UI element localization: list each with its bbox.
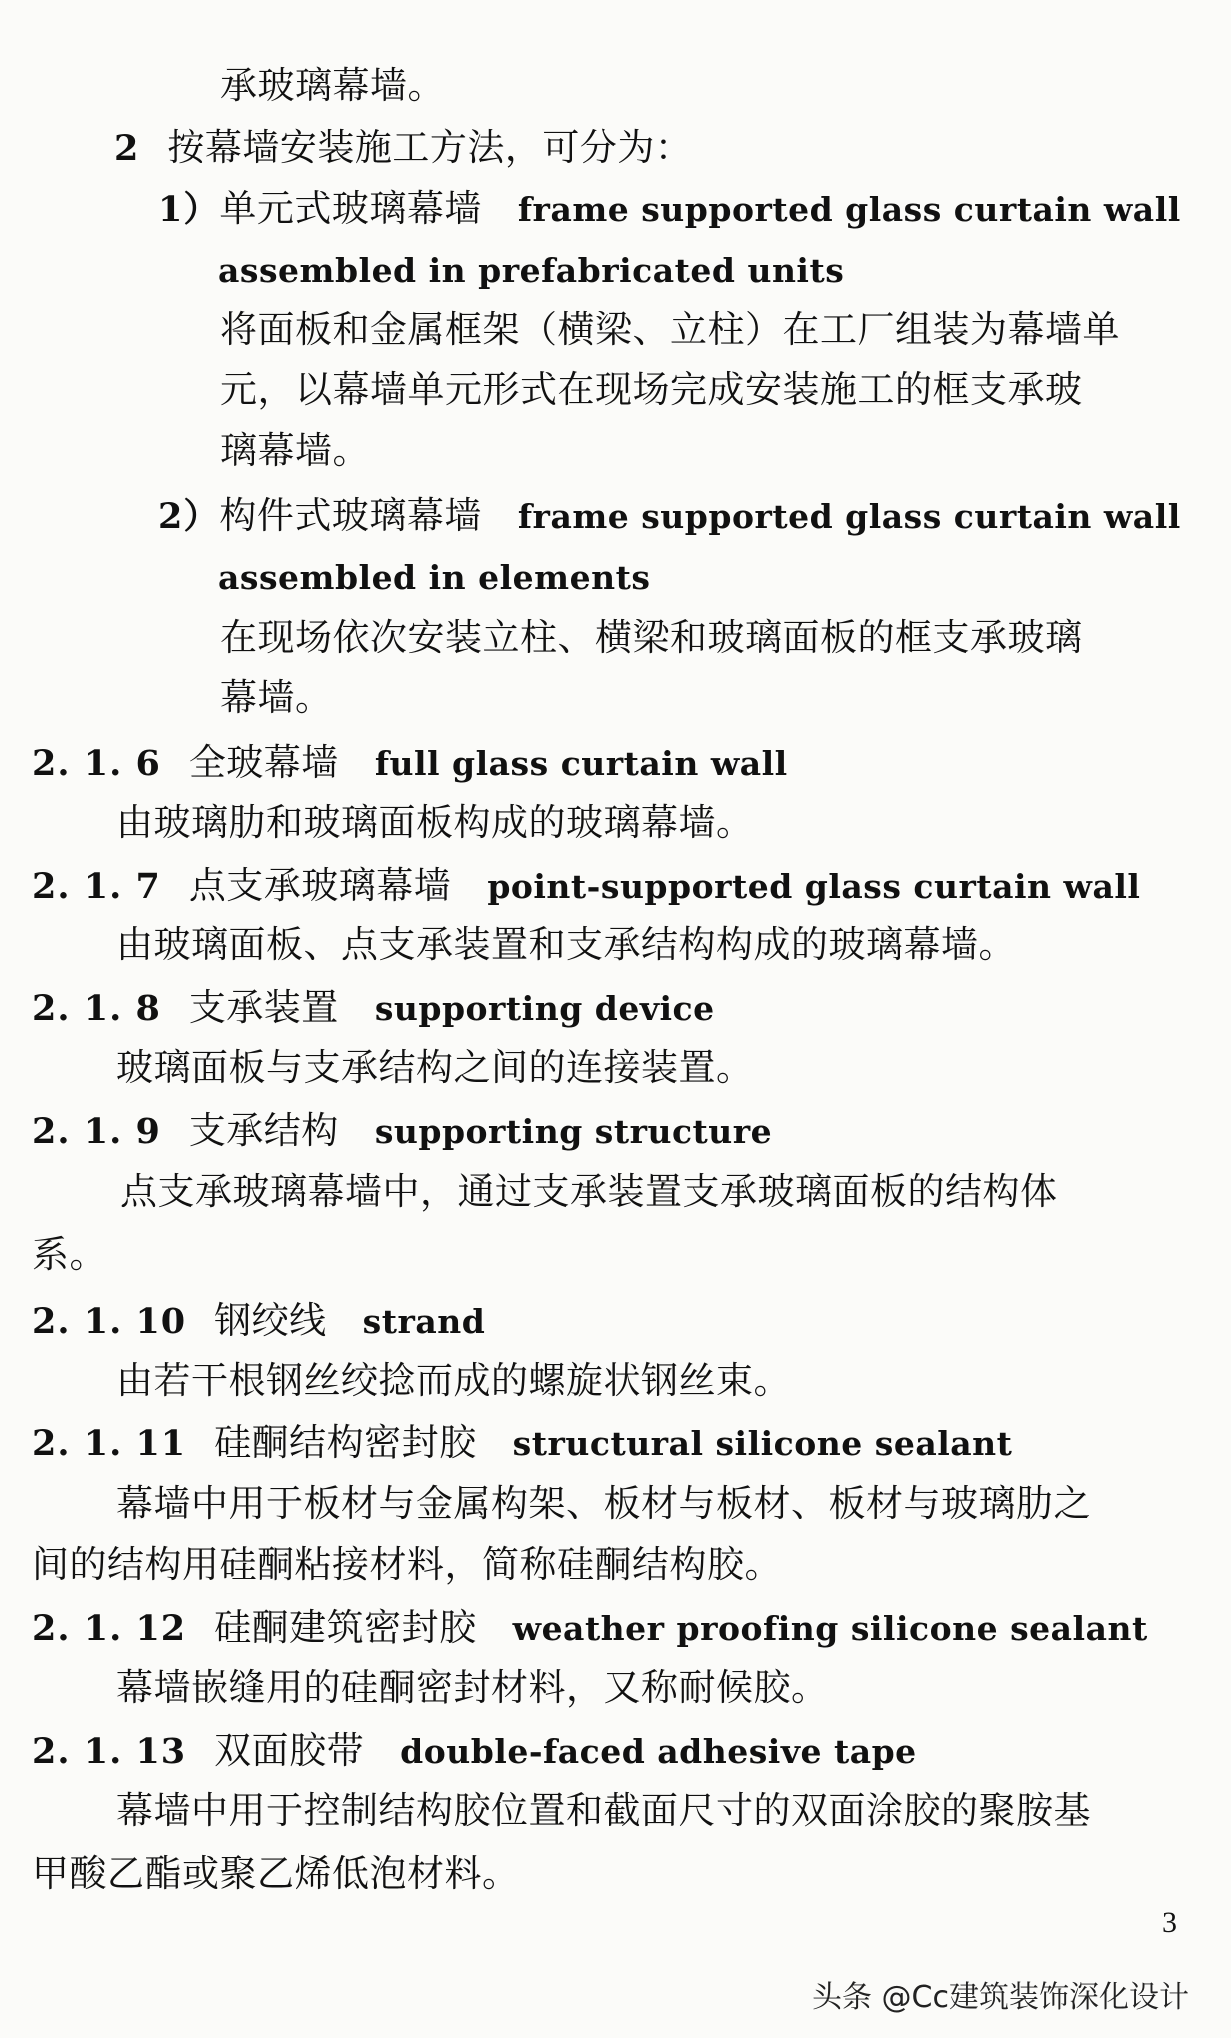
definition-line: 幕墙。 <box>220 676 333 719</box>
item-text: 按幕墙安装施工方法，可分为： <box>167 126 693 169</box>
term-en: weather proofing silicone sealant <box>512 1609 1148 1648</box>
definition-line: 璃幕墙。 <box>220 429 370 472</box>
definition-line: 由若干根钢丝绞捻而成的螺旋状钢丝束。 <box>116 1359 791 1402</box>
clause-number: 2. 1. 10 <box>32 1301 187 1342</box>
term-en: full glass curtain wall <box>374 744 788 783</box>
sub-item-number: 2） <box>158 496 220 537</box>
definition-line: 点支承玻璃幕墙中，通过支承装置支承玻璃面板的结构体 <box>120 1170 1058 1213</box>
definition-line: 在现场依次安装立柱、横梁和玻璃面板的框支承玻璃 <box>220 616 1083 659</box>
sub-item-number: 1） <box>158 189 220 230</box>
watermark: 头条 @Cc建筑装饰深化设计 <box>812 1980 1189 2015</box>
term-cn: 硅酮建筑密封胶 <box>214 1606 477 1649</box>
clause-number: 2. 1. 12 <box>32 1608 187 1649</box>
term-en: double-faced adhesive tape <box>400 1732 917 1771</box>
definition-line: 间的结构用硅酮粘接材料，简称硅酮结构胶。 <box>32 1543 782 1586</box>
term-cn: 全玻幕墙 <box>188 741 339 784</box>
clause-number: 2. 1. 8 <box>32 988 161 1029</box>
page-number: 3 <box>1162 1906 1177 1939</box>
definition-line: 元，以幕墙单元形式在现场完成安装施工的框支承玻 <box>220 368 1083 411</box>
term-cn: 钢绞线 <box>214 1299 327 1342</box>
clause-heading <box>32 1104 772 1158</box>
clause-heading <box>32 1724 917 1778</box>
clause-number: 2. 1. 9 <box>32 1111 161 1152</box>
term-cn: 双面胶带 <box>214 1729 365 1772</box>
definition-line: 由玻璃肋和玻璃面板构成的玻璃幕墙。 <box>116 801 754 844</box>
definition-line: 由玻璃面板、点支承装置和支承结构构成的玻璃幕墙。 <box>116 923 1016 966</box>
term-en: frame supported glass curtain wall <box>517 497 1181 536</box>
clause-number: 2. 1. 6 <box>32 743 161 784</box>
term-en: strand <box>362 1302 486 1341</box>
term-en: supporting device <box>374 989 715 1028</box>
term-cn: 支承装置 <box>188 986 339 1029</box>
definition-line: 系。 <box>32 1233 107 1276</box>
term-en-continued: assembled in elements <box>218 558 651 597</box>
definition-line: 幕墙中用于控制结构胶位置和截面尺寸的双面涂胶的聚胺基 <box>116 1789 1091 1832</box>
definition-line: 幕墙嵌缝用的硅酮密封材料，又称耐候胶。 <box>116 1666 829 1709</box>
term-en: structural silicone sealant <box>512 1424 1013 1463</box>
clause-number: 2. 1. 7 <box>32 866 161 907</box>
sub-item-heading <box>158 182 1181 236</box>
clause-heading <box>32 1416 1012 1470</box>
definition-line: 幕墙中用于板材与金属构架、板材与板材、板材与玻璃肋之 <box>116 1482 1091 1525</box>
term-cn: 单元式玻璃幕墙 <box>219 187 482 230</box>
clause-heading <box>32 1294 485 1348</box>
list-item-2 <box>114 121 692 175</box>
term-en: point-supported glass curtain wall <box>487 867 1141 906</box>
clause-number: 2. 1. 13 <box>32 1731 187 1772</box>
sub-item-heading <box>158 489 1181 543</box>
clause-heading <box>32 859 1140 913</box>
clause-heading <box>32 981 715 1035</box>
text-line: 承玻璃幕墙。 <box>220 64 445 107</box>
definition-line: 甲酸乙酯或聚乙烯低泡材料。 <box>32 1852 520 1895</box>
clause-heading <box>32 1601 1148 1655</box>
term-cn: 点支承玻璃幕墙 <box>188 864 452 907</box>
term-en-continued: assembled in prefabricated units <box>218 251 845 290</box>
term-en: frame supported glass curtain wall <box>517 190 1181 229</box>
definition-line: 玻璃面板与支承结构之间的连接装置。 <box>116 1046 754 1089</box>
term-en: supporting structure <box>374 1112 773 1151</box>
clause-number: 2. 1. 11 <box>32 1423 187 1464</box>
term-cn: 硅酮结构密封胶 <box>214 1421 477 1464</box>
term-cn: 支承结构 <box>188 1109 339 1152</box>
definition-line: 将面板和金属框架（横梁、立柱）在工厂组装为幕墙单 <box>220 308 1120 351</box>
clause-heading <box>32 736 788 790</box>
term-cn: 构件式玻璃幕墙 <box>219 494 482 537</box>
item-number: 2 <box>114 128 140 169</box>
